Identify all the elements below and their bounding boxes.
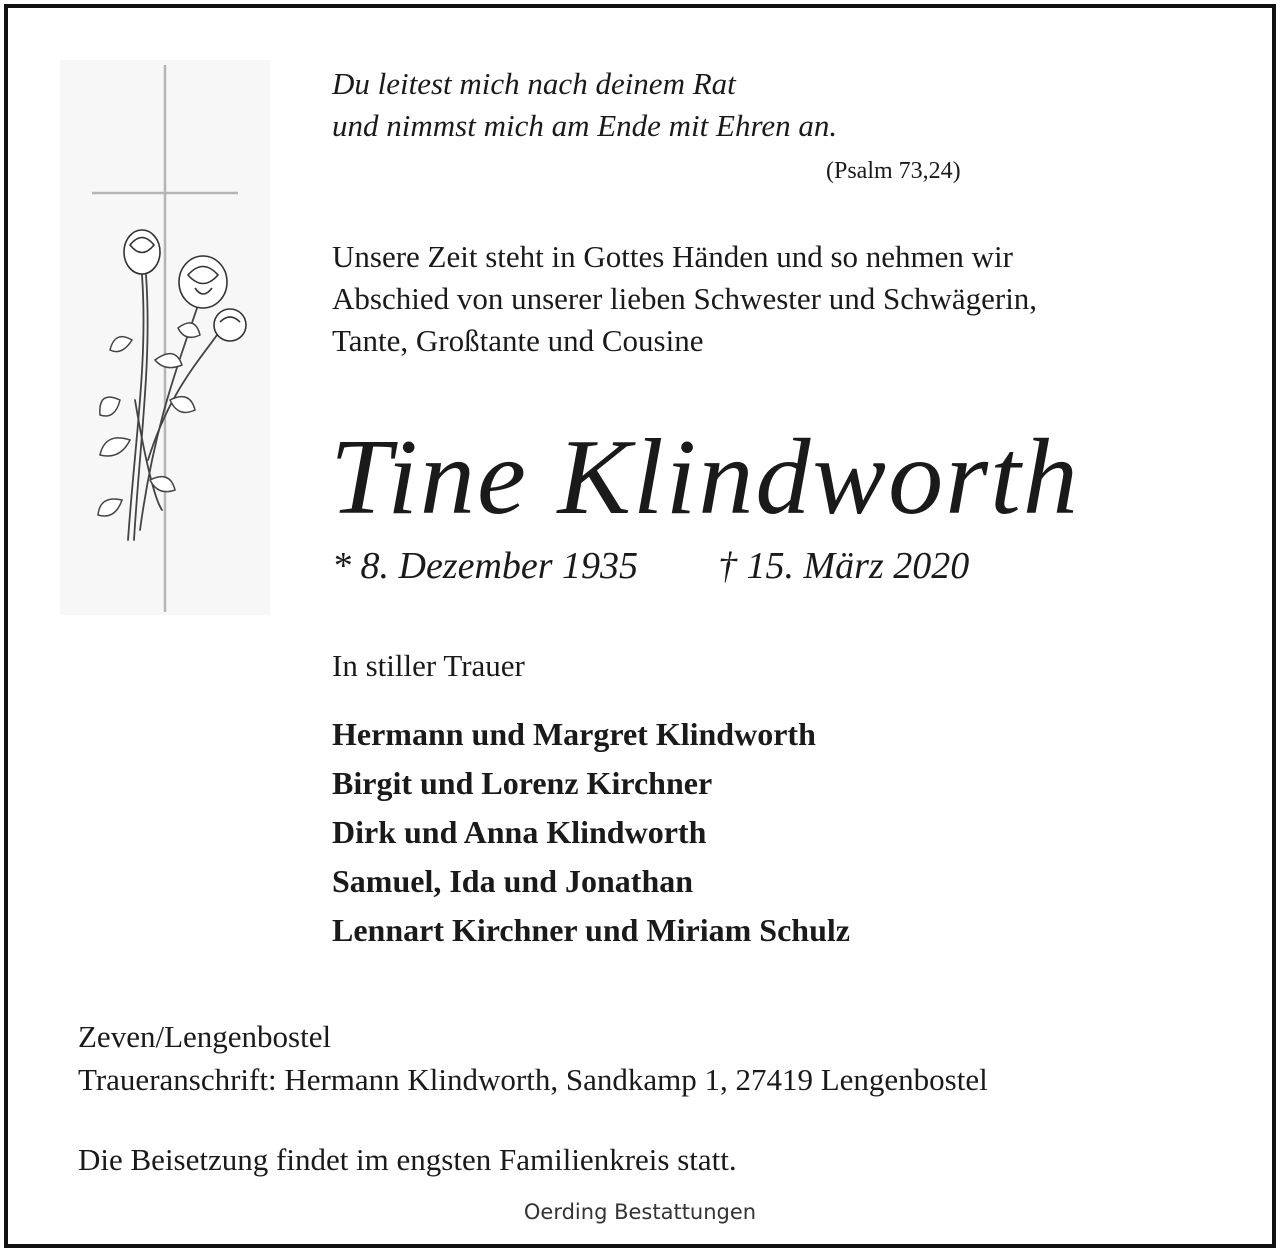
birth-date: * 8. Dezember 1935 <box>332 545 639 587</box>
funeral-note: Die Beisetzung findet im engsten Familienkreis statt. <box>78 1142 737 1177</box>
family-member: Dirk und Anna Klindworth <box>332 814 707 850</box>
verse-line-2: und nimmst mich am Ende mit Ehren an. <box>332 108 838 143</box>
intro-text <box>332 236 1037 362</box>
deceased-name: Tine Klindworth <box>330 418 1080 537</box>
family-member: Birgit und Lorenz Kirchner <box>332 765 713 801</box>
verse-reference: (Psalm 73,24) <box>826 158 961 184</box>
family-member: Hermann und Margret Klindworth <box>332 716 816 752</box>
mourning-address: Traueranschrift: Hermann Klindworth, Sandkamp 1, 27419 Lengenbostel <box>78 1062 988 1097</box>
undertaker-name: Oerding Bestattungen <box>523 1200 757 1224</box>
family-member: Lennart Kirchner und Miriam Schulz <box>332 912 850 948</box>
intro-line-3: Tante, Großtante und Cousine <box>332 323 704 358</box>
family-member: Samuel, Ida und Jonathan <box>332 863 694 899</box>
location: Zeven/Lengenbostel <box>78 1019 332 1054</box>
verse-line-1: Du leitest mich nach deinem Rat <box>332 66 736 101</box>
death-date: † 15. März 2020 <box>718 545 970 587</box>
cross-with-roses-icon <box>60 60 270 615</box>
intro-line-2: Abschied von unserer lieben Schwester und Schwägerin, <box>332 281 1038 316</box>
intro-line-1: Unsere Zeit steht in Gottes Händen und so nehmen wir <box>332 239 1013 274</box>
mourning-phrase: In stiller Trauer <box>332 648 525 683</box>
